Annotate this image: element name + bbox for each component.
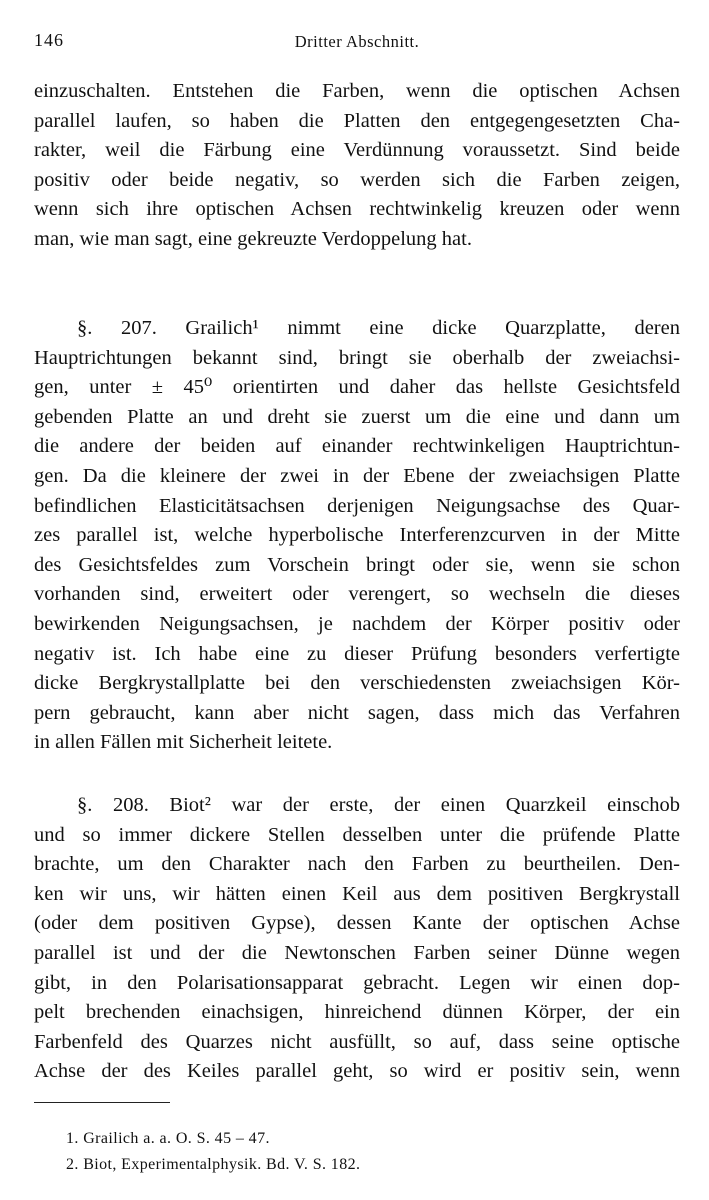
running-head: Dritter Abschnitt. — [294, 32, 420, 51]
text-line: gen. Da die kleinere der zwei in der Ebene der zweiachsigen Platte — [34, 464, 680, 487]
footnote-2: 2. Biot, Experimentalphysik. Bd. V. S. 182. — [66, 1155, 361, 1173]
text-line: in allen Fällen mit Sicherheit leitete. — [34, 731, 333, 754]
text-line: parallel ist und der die Newtonschen Farben seiner Dünne wegen — [34, 941, 680, 964]
text-line: parallel laufen, so haben die Platten den entgegengesetzten Cha- — [34, 109, 680, 132]
page-number: 146 — [34, 30, 64, 50]
text-line: (oder dem positiven Gypse), dessen Kante der optischen Achse — [34, 912, 680, 935]
text-line: gibt, in den Polarisationsapparat gebracht. Legen wir einen dop- — [34, 971, 680, 994]
text-line: pelt brechenden einachsigen, hinreichend dünnen Körper, der ein — [34, 1001, 680, 1024]
text-line: §. 208. Biot² war der erste, der einen Quarzkeil einschob — [77, 794, 680, 816]
paragraph-2 — [34, 314, 680, 758]
text-line: ken wir uns, wir hätten einen Keil aus dem positiven Bergkrystall — [34, 882, 680, 905]
text-line: wenn sich ihre optischen Achsen rechtwinkelig kreuzen oder wenn — [34, 198, 680, 221]
text-line: negativ ist. Ich habe eine zu dieser Prüfung besonders verfertigte — [34, 642, 680, 665]
text-line: pern gebraucht, kann aber nicht sagen, dass mich das Verfahren — [34, 701, 680, 724]
text-line: gebenden Platte an und dreht sie zuerst um die eine und dann um — [34, 405, 680, 428]
page-header — [34, 30, 680, 60]
paragraph-3 — [34, 791, 680, 1087]
footnote-1: 1. Grailich a. a. O. S. 45 – 47. — [66, 1130, 270, 1147]
text-line: befindlichen Elasticitätsachsen derjenigen Neigungsachse des Quar- — [34, 494, 680, 517]
document-page — [34, 30, 680, 1173]
text-line: Hauptrichtungen bekannt sind, bringt sie oberhalb der zweiachsi- — [34, 346, 680, 369]
text-line: und so immer dickere Stellen desselben unter die prüfende Platte — [34, 823, 680, 846]
text-line: Farbenfeld des Quarzes nicht ausfüllt, so auf, dass seine optische — [34, 1030, 680, 1053]
text-line: bewirkenden Neigungsachsen, je nachdem der Körper positiv oder — [34, 612, 680, 635]
footnotes — [66, 1126, 360, 1177]
text-line: brachte, um den Charakter nach den Farben zu beurtheilen. Den- — [34, 853, 680, 876]
text-line: zes parallel ist, welche hyperbolische Interferenzcurven in der Mitte — [34, 524, 680, 547]
paragraph-1 — [34, 77, 680, 255]
text-line: dicke Bergkrystallplatte bei den verschiedensten zweiachsigen Kör- — [34, 672, 680, 695]
text-line: gen, unter ± 45⁰ orientirten und daher das hellste Gesichtsfeld — [34, 376, 680, 399]
text-line: die andere der beiden auf einander rechtwinkeligen Hauptrichtun- — [34, 435, 680, 458]
text-line: positiv oder beide negativ, so werden sich die Farben zeigen, — [34, 168, 680, 191]
text-line: einzuschalten. Entstehen die Farben, wenn die optischen Achsen — [34, 80, 680, 102]
text-line: Achse der des Keiles parallel geht, so wird er positiv sein, wenn — [34, 1060, 680, 1083]
text-line: §. 207. Grailich¹ nimmt eine dicke Quarzplatte, deren — [77, 317, 680, 339]
footnote-divider — [34, 1102, 170, 1103]
text-line: vorhanden sind, erweitert oder verengert, so wechseln die dieses — [34, 583, 680, 606]
text-line: des Gesichtsfeldes zum Vorschein bringt oder sie, wenn sie schon — [34, 553, 680, 576]
text-line: rakter, weil die Färbung eine Verdünnung voraussetzt. Sind beide — [34, 139, 680, 162]
text-line: man, wie man sagt, eine gekreuzte Verdoppelung hat. — [34, 227, 472, 250]
